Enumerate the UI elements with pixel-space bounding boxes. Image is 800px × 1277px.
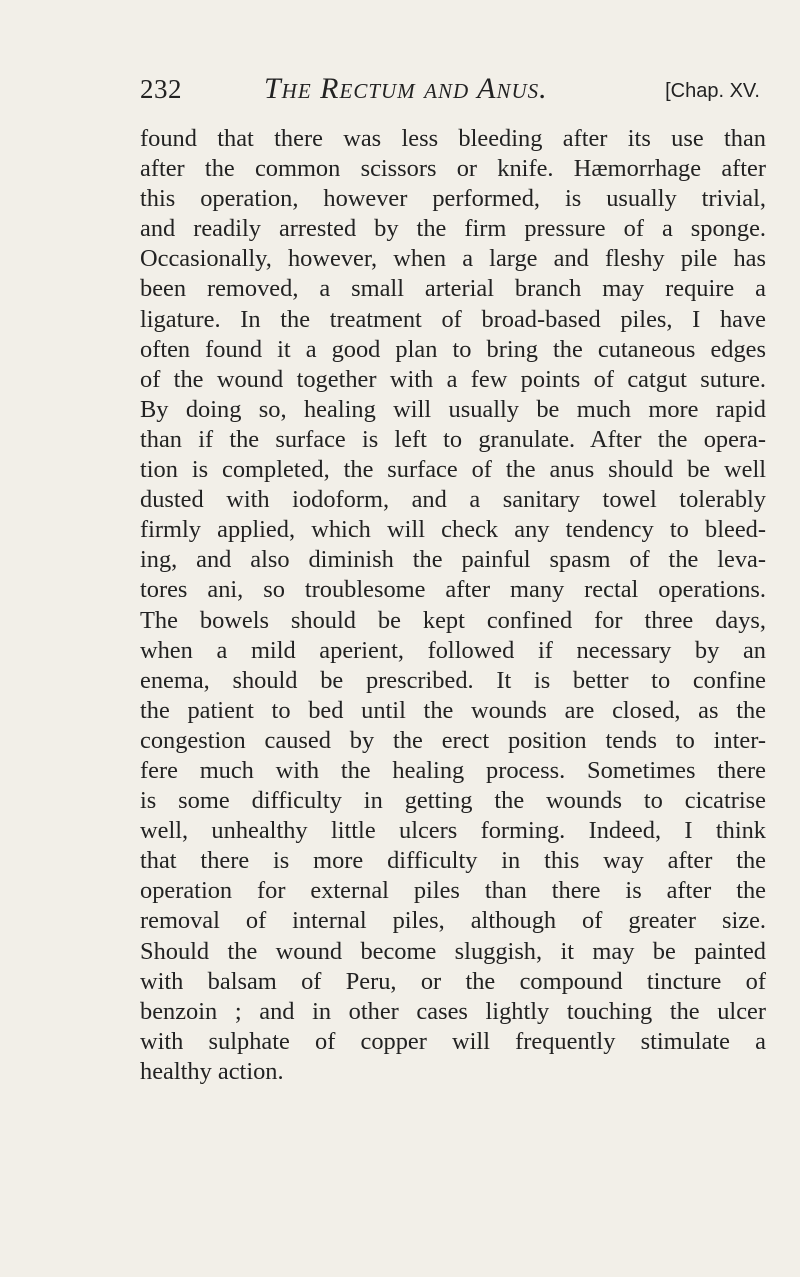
text-line: found that there was less bleeding after its use than [140, 125, 766, 152]
text-line: with balsam of Peru, or the compound tincture of [140, 967, 766, 995]
text-line: benzoin ; and in other cases lightly touching the ulcer [140, 997, 766, 1025]
page-number: 232 [140, 74, 182, 104]
text-line: congestion caused by the erect position tends to inter- [140, 726, 766, 754]
text-line: firmly applied, which will check any tendency to bleed- [140, 516, 766, 544]
running-head [140, 74, 760, 114]
text-line: dusted with iodoform, and a sanitary towel tolerably [140, 486, 766, 514]
text-line: often found it a good plan to bring the cutaneous edges [140, 335, 766, 363]
text-line: this operation, however performed, is usually trivial, [140, 185, 766, 213]
text-line: the patient to bed until the wounds are closed, as the [140, 696, 766, 724]
body-paragraph [140, 124, 766, 1087]
text-line: than if the surface is left to granulate. After the opera- [140, 425, 766, 453]
text-line: and readily arrested by the firm pressure of a sponge. [140, 215, 766, 243]
text-line: after the common scissors or knife. Hæmorrhage after [140, 155, 766, 183]
text-line: tores ani, so troublesome after many rectal operations. [140, 576, 766, 604]
text-line: well, unhealthy little ulcers forming. Indeed, I think [140, 817, 766, 845]
text-line: that there is more difficulty in this way after the [140, 847, 766, 875]
text-line: ligature. In the treatment of broad-based piles, I have [140, 305, 766, 333]
running-title: The Rectum and Anus. [264, 72, 548, 105]
chapter-label: [Chap. XV. [665, 80, 760, 102]
text-line: operation for external piles than there is after the [140, 877, 766, 905]
text-line: Should the wound become sluggish, it may be painted [140, 937, 766, 965]
text-line: been removed, a small arterial branch may require a [140, 275, 766, 303]
text-line: with sulphate of copper will frequently stimulate a [140, 1027, 766, 1055]
text-line: healthy action. [140, 1057, 284, 1085]
text-line: is some difficulty in getting the wounds to cicatrise [140, 787, 766, 815]
text-line: when a mild aperient, followed if necessary by an [140, 636, 766, 664]
text-line: tion is completed, the surface of the anus should be well [140, 456, 766, 484]
text-line: By doing so, healing will usually be much more rapid [140, 395, 766, 423]
text-line: enema, should be prescribed. It is better to confine [140, 666, 766, 694]
text-line: Occasionally, however, when a large and fleshy pile has [140, 245, 766, 273]
text-line: ing, and also diminish the painful spasm of the leva- [140, 546, 766, 574]
text-line: fere much with the healing process. Sometimes there [140, 756, 766, 784]
text-line: The bowels should be kept confined for three days, [140, 606, 766, 634]
text-line: of the wound together with a few points of catgut suture. [140, 365, 766, 393]
text-line: removal of internal piles, although of greater size. [140, 907, 766, 935]
